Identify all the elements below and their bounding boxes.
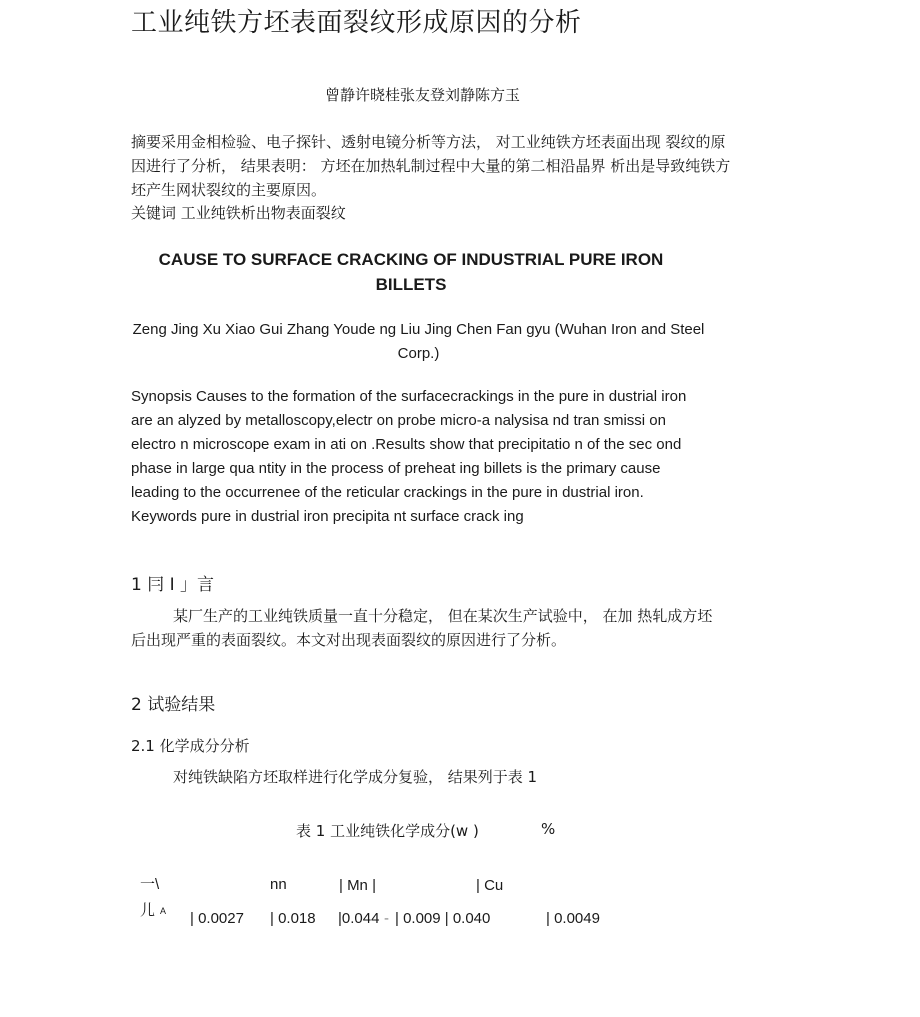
abstract-english-line: leading to the occurrenee of the reticular crackings in the pure in dustrial iron. [131, 484, 644, 501]
table-unit: % [541, 820, 556, 838]
section-heading-introduction: 1 冃 I 」言 [131, 575, 215, 595]
table-caption: 表 1 工业纯铁化学成分(w ) [296, 822, 479, 840]
paper-title: 工业纯铁方坯表面裂纹形成原因的分析 [131, 8, 582, 38]
subsection-heading-chemical-analysis: 2.1 化学成分分析 [131, 737, 250, 755]
paper-title-english: CAUSE TO SURFACE CRACKING OF INDUSTRIAL PURE IRON BILLETS [158, 250, 664, 294]
table-header-cell: 一\ [140, 876, 160, 893]
table-cell: | 0.018 [270, 910, 316, 927]
table-cell: |0.044 [338, 910, 380, 927]
keywords-chinese: 关键词 工业纯铁析出物表面裂纹 [131, 204, 346, 222]
abstract-english-line: electro n microscope exam in ati on .Results show that precipitatio n of the sec ond [131, 436, 682, 453]
table-row-label-sub: A [160, 906, 167, 916]
table-header-cell: | Mn | [339, 877, 376, 894]
table-cell: | 0.0027 [190, 910, 244, 927]
keywords-english: Keywords pure in dustrial iron precipita nt surface crack ing [131, 508, 524, 525]
table-row-label: 儿 [140, 902, 156, 919]
abstract-english-line: phase in large qua ntity in the process of preheat ing billets is the primary cause [131, 460, 661, 477]
abstract-english-line: Synopsis Causes to the formation of the surfacecrackings in the pure in dustrial iron [131, 388, 687, 405]
table-cell: | 0.009 | 0.040 [395, 910, 491, 927]
authors-english: Zeng Jing Xu Xiao Gui Zhang Youde ng Liu Jing Chen Fan gyu (Wuhan Iron and Steel Corp.) [132, 321, 705, 362]
abstract-english [131, 385, 721, 529]
abstract-english-line: are an alyzed by metalloscopy,electr on probe micro-a nalysisa nd tran smissi on [131, 412, 666, 429]
table-cell: | 0.0049 [546, 910, 600, 927]
introduction-body: 某厂生产的工业纯铁质量一直十分稳定， 但在某次生产试验中， 在加 热轧成方坯后出现严重的表面裂纹。本文对出现表面裂纹的原因进行了分析。 [131, 607, 713, 649]
table-header-cell: nn [270, 876, 287, 893]
section-heading-results: 2 试验结果 [131, 695, 216, 715]
abstract-chinese: 摘要采用金相检验、电子探针、透射电镜分析等方法， 对工业纯铁方坯表面出现 裂纹的原因进行了分析， 结果表明： 方坯在加热轧制过程中大量的第二相沿晶界 析出是导致纯铁方坯产生网状裂纹的主要原因。 [131, 133, 731, 199]
table-header-cell: | Cu [476, 877, 504, 894]
chemical-analysis-body: 对纯铁缺陷方坯取样进行化学成分复验， 结果列于表 1 [173, 768, 538, 786]
authors-chinese: 曾静许晓桂张友登刘静陈方玉 [324, 86, 520, 104]
table-cell: - [384, 910, 389, 927]
